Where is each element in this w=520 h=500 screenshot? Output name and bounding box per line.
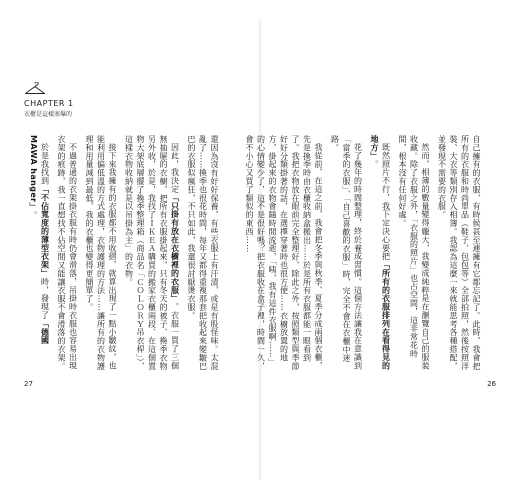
body-text: 花了幾年的時間整理，終於養成習慣。這個方法讓我在意識到「當季的衣服」、「自己喜歡的衣服」時，完全不會在衣櫃中迷路。	[330, 135, 363, 370]
right-page	[245, 0, 520, 500]
body-text: 不過普通的衣架掛衣服有時仍會滑落，吊掛時衣服也容易出現衣架的痕跡，我一直想找不佔空間又能讓衣服不會滑落的衣架。	[57, 135, 78, 371]
paragraph	[28, 135, 51, 373]
paragraph	[397, 135, 432, 373]
body-text: 還因為沒有好好保養，有些衣服上有汗漬，或是有股怪味。太混亂了……換季也很花時間，每年又都得重複那套把收起來變皺巴巴的衣服似瘋狂，不只如此，我還很討厭燙衣服。	[187, 135, 219, 371]
paragraph	[123, 135, 181, 373]
chapter-header	[24, 82, 134, 118]
hanger-icon	[24, 82, 46, 96]
paragraph	[244, 135, 325, 373]
body-text: 我從前，在這之前，我會把冬季與秋季、夏季分成兩個衣櫃，先是換季時由衣櫃收納盒搬出……於是所有衣服都能一眼看到了。我把衣物放在眼前完全整理好，除此之外，按照類型與季節好好分類掛著的話，在選擇穿著時也很方便……衣櫥放置的地方，掛起來的衣物會隨時間流逝，「咦，我有這件衣服啊……」的心情變少了，這不是很好嗎？把衣服收在盒子裡，時間一久，會不小心又買了類似的東西……	[245, 135, 323, 371]
body-text: 接下來我擁有的衣服都不用收摺，就算出現了一點小皺紋，也能利用偏低溫的方式處理，衣物護理的方法……讓所有的衣物護理和用量減到最低，我的衣櫃也變得更簡單了。	[85, 135, 117, 371]
paragraph	[186, 135, 221, 373]
highlighted-phrase: 「所有的衣服排列在看得見的地方」	[370, 135, 391, 370]
left-body-text	[29, 135, 220, 373]
chapter-subtitle: 衣櫃是這樣塞爆的	[24, 111, 73, 118]
body-text: 於是我找到	[40, 143, 50, 185]
paragraph	[436, 135, 482, 373]
paragraph	[329, 135, 364, 373]
paragraph	[369, 135, 392, 373]
left-page	[0, 0, 258, 500]
chapter-label: CHAPTER 1	[24, 99, 74, 108]
paragraph	[56, 135, 79, 373]
body-text: 。衣服一買了三個無抽屜的衣櫥，把所有衣服掛起來，只有冬天的被子、換季衣物另外收，於是，我找了ＩＫＥＡ購買的搬家衣櫃兩段、在這個置物大架底層擺了換季整理箱（商品名「ＣＯＬＯＲＹ吊衣桿」），這樣衣物收納就是以吊掛為主」的衣物。	[124, 135, 180, 371]
page-number-left: 27	[24, 380, 33, 388]
highlighted-phrase: 「德國MAWA hanger」	[29, 135, 50, 345]
body-text: 。	[29, 210, 38, 220]
body-text: 時，發現了	[40, 277, 50, 320]
body-text: 因此，我決定	[170, 143, 180, 194]
page-number-right: 26	[487, 380, 496, 388]
highlighted-phrase: 「只掛有放在衣櫥裡的衣服」	[170, 193, 180, 303]
body-text: 既然照片不行，我下定決心要把	[381, 143, 391, 261]
body-text: 自己擁有的衣服，有時候甚至連擁有它都忘記了。此時，我會把所有的衣服和時尚單品（鞋子、包包等）全部拍照，然後按照洋裝、大衣等類別存入相簿。我認為這麼一來就能思考各種搭配，並發現不需要的衣服。	[437, 135, 481, 371]
paragraph	[84, 135, 119, 373]
body-text: 然而，相簿的數量變得龐大，我變成純粹是在瀏覽自己的服裝收藏。除了衣服之外，「衣服的照片」也占空間，這非常花時間，根本沒有任何好處。	[398, 135, 430, 370]
highlighted-phrase: 「不佔寬度的薄型衣架」	[40, 185, 50, 278]
right-body-text	[245, 135, 482, 373]
body-text: 。	[370, 160, 379, 169]
